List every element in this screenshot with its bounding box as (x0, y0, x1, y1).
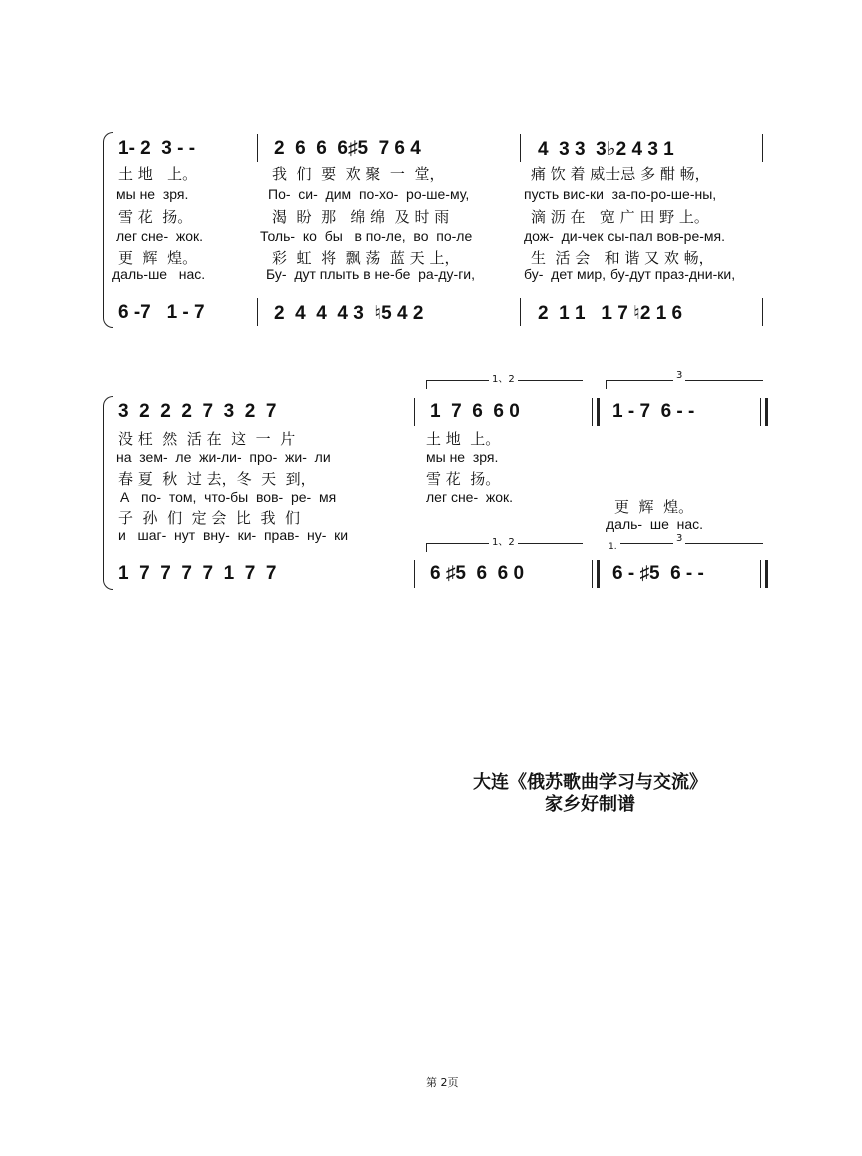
lower-measure-4: 1 7 7 7 7 1 7 7 (118, 563, 277, 584)
lyric-line-1a: 土 地 上。 (118, 165, 198, 183)
volta-3-bottom: 1. 3 (606, 543, 763, 552)
lyric-line-6b: Бу- дут плыть в не-бе ра-ду-ги, (266, 266, 476, 282)
final-barline (765, 398, 768, 426)
upper-measure-1: 1- 2 3 - - (118, 138, 196, 159)
system-2-brace (103, 396, 113, 590)
lower-measure-5: 6 ♯5 6 6 0 (430, 563, 525, 584)
lyric-line-2c: пусть вис-ки за-по-ро-ше-ны, (524, 186, 717, 202)
volta-3-top: 3 (606, 380, 763, 389)
lyric-line-4a: лег сне- жок. (116, 228, 204, 244)
barline (592, 560, 593, 588)
lyric2-line-1a: 没 枉 然 活 在 这 一 片 (118, 430, 296, 448)
system-1-brace (103, 132, 113, 328)
lyric2-line-3a: 春 夏 秋 过 去，冬 天 到， (118, 470, 316, 488)
lyric-line-2b: По- си- дим по-хо- ро-ше-му, (268, 186, 470, 202)
barline (414, 398, 415, 426)
lyric-line-5a: 更 辉 煌。 (118, 249, 198, 267)
lyric2-line-2b: мы не зря. (426, 449, 499, 465)
upper-measure-3: 4 3 3 3♭2 4 3 1 (538, 139, 674, 160)
lower-measure-3: 2 1 1 1 7 ♮2 1 6 (538, 303, 683, 324)
repeat-barline (597, 398, 600, 426)
lyric-line-6a: даль-ше нас. (112, 266, 206, 282)
lyric-line-3b: 渴 盼 那 绵 绵 及 时 雨 (272, 208, 450, 226)
lyric-line-5c: 生 活 会 和 谐 又 欢 畅， (531, 249, 714, 267)
upper-measure-4: 3 2 2 2 7 3 2 7 (118, 401, 277, 422)
barline (760, 398, 761, 426)
lyric2-line-2a: на зем- ле жи-ли- про- жи- ли (116, 449, 331, 465)
lyric2-line-1b: 土 地 上。 (426, 430, 501, 448)
lyric-line-2a: мы не зря. (116, 186, 189, 202)
lower-measure-1: 6 -7 1 - 7 (118, 302, 205, 323)
barline (257, 134, 258, 162)
lyric2-line-6a: и шаг- нут вну- ки- прав- ну- ки (118, 527, 349, 543)
credit-line-1: 大连《俄苏歌曲学习与交流》 (473, 772, 707, 793)
volta-1-2-top: 1、2 (426, 380, 583, 389)
lyric2-line-4b: лег сне- жок. (426, 489, 514, 505)
lower-measure-6: 6 - ♯5 6 - - (612, 563, 704, 584)
barline (760, 560, 761, 588)
barline (520, 134, 521, 162)
lyric-line-4c: дож- ди-чек сы-пал вов-ре-мя. (524, 228, 725, 244)
upper-measure-2: 2 6 6 6♯5 7 6 4 (274, 138, 421, 159)
lower-measure-2: 2 4 4 4 3 ♮5 4 2 (274, 303, 424, 324)
lyric2-line-4a: А по- том, что-бы вов- ре- мя (120, 489, 337, 505)
barline (257, 298, 258, 326)
upper-measure-6: 1 - 7 6 - - (612, 401, 695, 422)
lyric2-line-6b: даль- ше нас. (606, 516, 704, 532)
credit-line-2: 家乡好制谱 (545, 794, 635, 815)
barline (520, 298, 521, 326)
barline (414, 560, 415, 588)
repeat-barline (597, 560, 600, 588)
barline (762, 298, 763, 326)
lyric2-line-5b: 更 辉 煌。 (614, 498, 694, 516)
lyric-line-1b: 我 们 要 欢 聚 一 堂， (272, 165, 445, 183)
lyric-line-6c: бу- дет мир, бу-дут праз-дни-ки, (524, 266, 736, 282)
upper-measure-5: 1 7 6 6 0 (430, 401, 520, 422)
lyric2-line-3b: 雪 花 扬。 (426, 470, 501, 488)
volta-1-2-bottom: 1、2 (426, 543, 583, 552)
lyric-line-5b: 彩 虹 将 飘 荡 蓝 天 上， (272, 249, 460, 267)
final-barline (765, 560, 768, 588)
lyric-line-4b: Толь- ко бы в по-ле, во по-ле (260, 228, 473, 244)
lyric2-line-5a: 子 孙 们 定 会 比 我 们 (118, 509, 300, 527)
page-number: 第 2页 (426, 1076, 459, 1089)
barline (762, 134, 763, 162)
barline (592, 398, 593, 426)
lyric-line-3c: 滴 沥 在 宽 广 田 野 上。 (531, 208, 709, 226)
lyric-line-3a: 雪 花 扬。 (118, 208, 193, 226)
lyric-line-1c: 痛 饮 着 威士忌 多 酣 畅， (531, 165, 710, 183)
